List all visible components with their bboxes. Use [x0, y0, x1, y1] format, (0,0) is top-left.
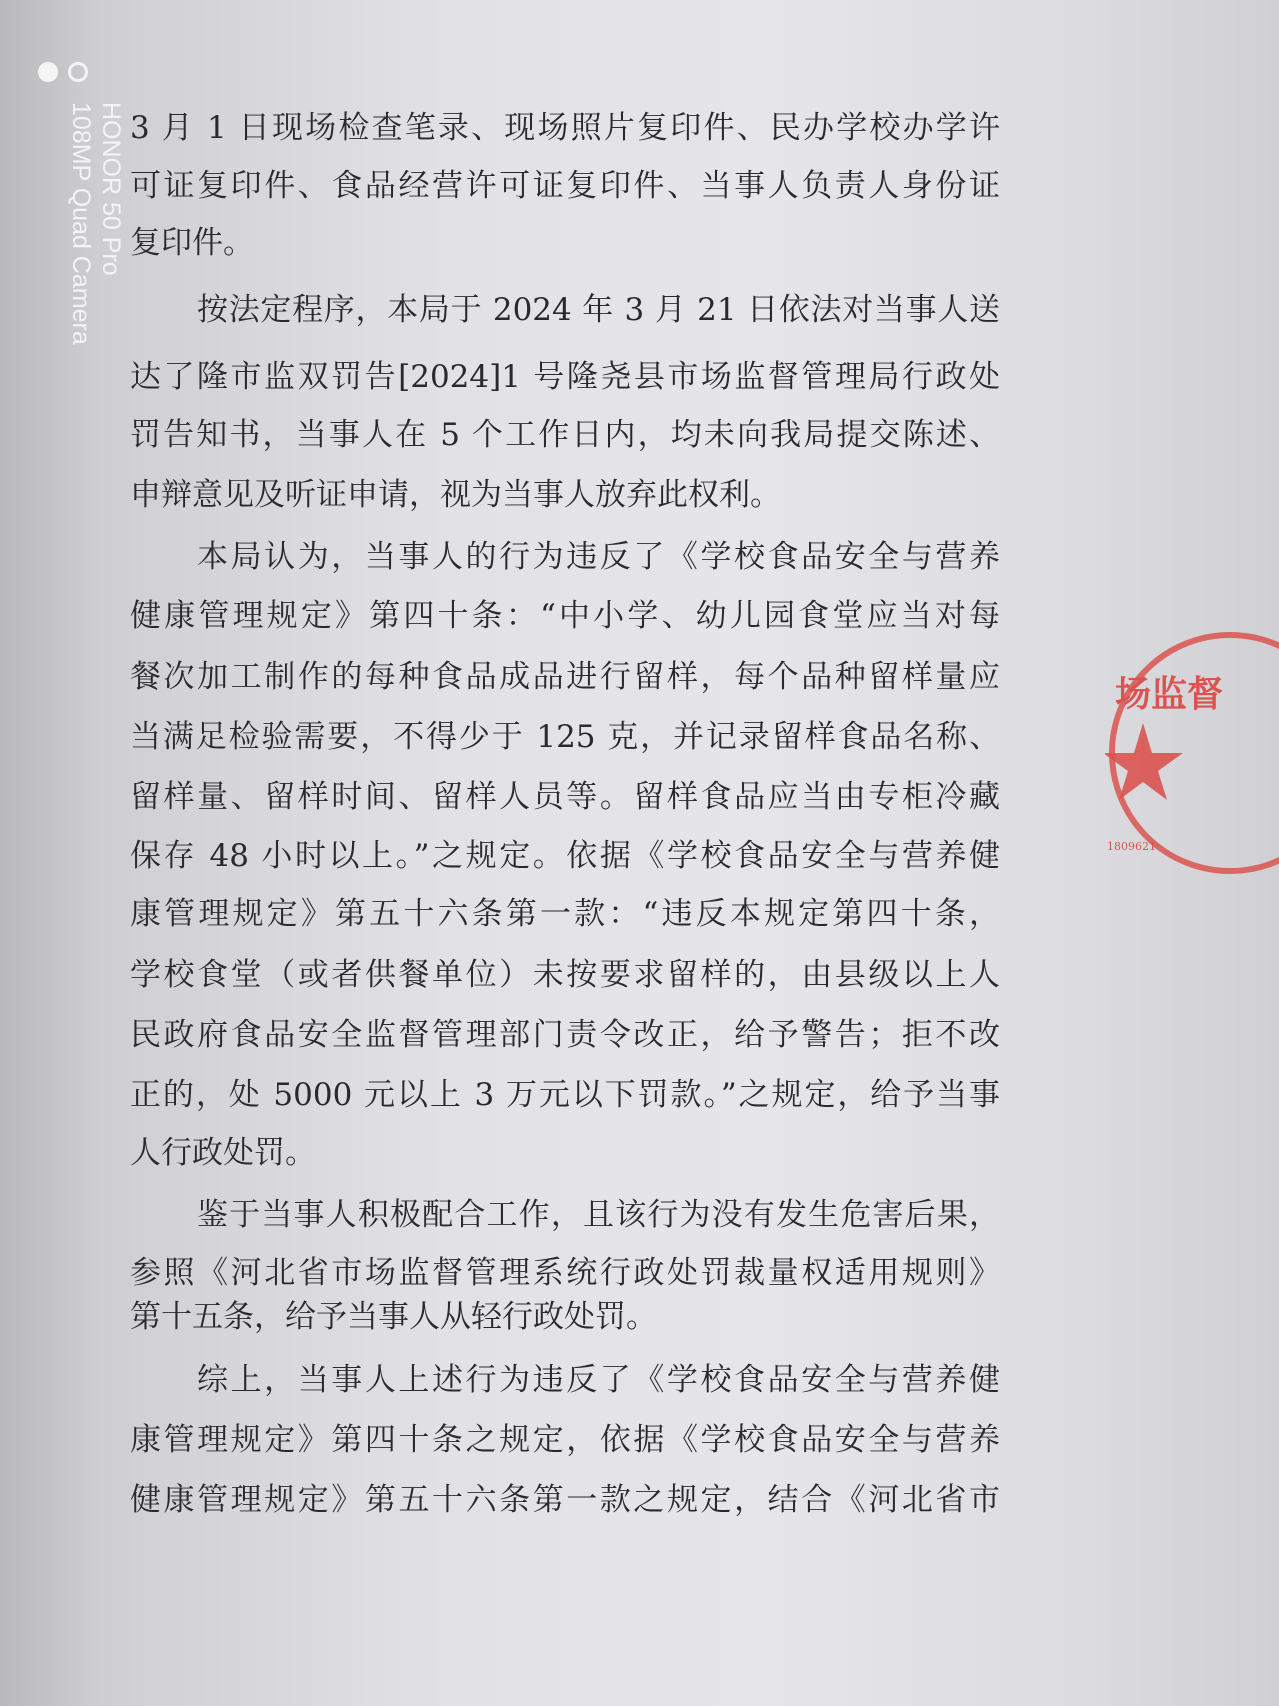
text-line: 本局认为，当事人的行为违反了《学校食品安全与营养 — [197, 539, 1000, 575]
watermark-model: HONOR 50 Pro — [97, 102, 125, 276]
text-line: 当满足检验需要，不得少于 125 克，并记录留样食品名称、 — [130, 719, 1000, 755]
camera-watermark — [32, 52, 125, 412]
text-line: 民政府食品安全监督管理部门责令改正，给予警告；拒不改 — [130, 1017, 1000, 1053]
text-line: 健康管理规定》第五十六条第一款之规定，结合《河北省市 — [130, 1482, 1000, 1518]
stamp-number: 1809621 — [1107, 840, 1156, 853]
text-line: 健康管理规定》第四十条：“中小学、幼儿园食堂应当对每 — [130, 598, 1000, 634]
text-line: 达了隆市监双罚告[2024]1 号隆尧县市场监督管理局行政处 — [130, 359, 1000, 395]
text-line: 康管理规定》第四十条之规定，依据《学校食品安全与营养 — [130, 1422, 1000, 1458]
text-line: 申辩意见及听证申请，视为当事人放弃此权利。 — [130, 477, 781, 513]
text-line: 保存 48 小时以上。”之规定。依据《学校食品安全与营养健 — [130, 838, 1000, 874]
text-line: 3 月 1 日现场检查笔录、现场照片复印件、民办学校办学许 — [130, 110, 1000, 146]
text-line: 正的，处 5000 元以上 3 万元以下罚款。”之规定，给予当事 — [130, 1077, 1000, 1113]
text-line: 综上，当事人上述行为违反了《学校食品安全与营养健 — [197, 1362, 1000, 1398]
stamp-text: 场监督 — [1115, 673, 1224, 715]
text-line: 学校食堂（或者供餐单位）未按要求留样的，由县级以上人 — [130, 957, 1000, 993]
text-line: 鉴于当事人积极配合工作，且该行为没有发生危害后果， — [197, 1197, 1000, 1233]
text-line: 留样量、留样时间、留样人员等。留样食品应当由专柜冷藏 — [130, 779, 1000, 815]
text-line: 可证复印件、食品经营许可证复印件、当事人负责人身份证 — [130, 168, 1000, 204]
official-seal-stamp — [1105, 628, 1279, 878]
text-line: 餐次加工制作的每种食品成品进行留样，每个品种留样量应 — [130, 659, 1000, 695]
text-line: 参照《河北省市场监督管理系统行政处罚裁量权适用规则》 — [130, 1255, 1000, 1291]
watermark-camera: 108MP Quad Camera — [67, 102, 95, 345]
text-line: 罚告知书，当事人在 5 个工作日内，均未向我局提交陈述、 — [130, 417, 1000, 453]
text-line: 人行政处罚。 — [130, 1135, 316, 1171]
text-line: 复印件。 — [130, 225, 254, 261]
text-line: 第十五条，给予当事人从轻行政处罚。 — [130, 1299, 657, 1335]
text-line: 康管理规定》第五十六条第一款：“违反本规定第四十条， — [130, 896, 1000, 932]
text-line: 按法定程序，本局于 2024 年 3 月 21 日依法对当事人送 — [197, 292, 1000, 328]
